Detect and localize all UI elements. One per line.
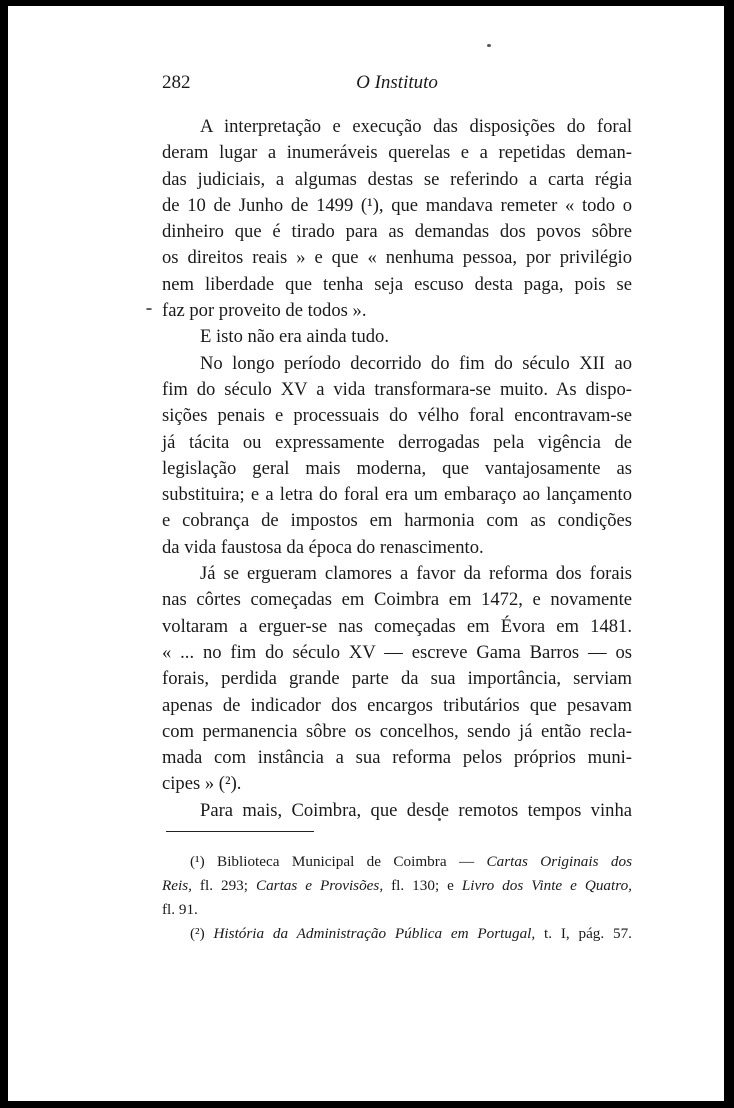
footnote-line	[162, 874, 632, 898]
text-line: das judiciais, a algumas destas se referindo a carta régia	[162, 168, 632, 190]
text-line: de 10 de Junho de 1499 (¹), que mandava remeter « todo o	[162, 194, 632, 216]
text-line: e cobrança de impostos em harmonia com as condições	[162, 510, 632, 532]
footnote-text: t. I, pág. 57.	[535, 925, 632, 942]
text-line: faz por proveito de todos ».	[162, 300, 367, 322]
footnote-line	[162, 922, 632, 946]
body-text	[162, 114, 632, 824]
text-line: dinheiro que é tirado para as demandas dos povos sôbre	[162, 221, 632, 243]
footnote-title: Cartas e Provisões,	[255, 877, 384, 894]
text-line: « ... no fim do século XV — escreve Gama Barros — os	[162, 641, 632, 663]
text-line: mada com instância a sua reforma pelos próprios muni-	[162, 747, 632, 769]
footnote-title: História da Administração Pública em Portugal,	[213, 925, 536, 942]
book-page	[162, 70, 632, 942]
footnote-1	[162, 850, 632, 922]
paragraph	[162, 561, 632, 798]
paragraph	[162, 114, 632, 324]
text-line: forais, perdida grande parte da sua importância, serviam	[162, 668, 632, 690]
paragraph	[162, 324, 632, 350]
text-line: os direitos reais » e que « nenhuma pessoa, por privilégio	[162, 247, 632, 269]
scan-speck	[487, 44, 491, 47]
footnote-line: fl. 91.	[162, 901, 198, 918]
footnote-text: (²)	[190, 925, 214, 942]
page-header	[162, 70, 632, 100]
footnote-2	[162, 922, 632, 946]
text-line: No longo período decorrido do fim do século XII ao	[200, 352, 632, 374]
footnote-line	[162, 850, 632, 874]
text-line: nem liberdade que tenha seja escuso desta paga, pois se	[162, 273, 632, 295]
footnotes	[162, 850, 632, 946]
text-line: deram lugar a inumeráveis querelas e a repetidas deman-	[162, 142, 632, 164]
text-line: apenas de indicador dos encargos tributários que pesavam	[162, 694, 632, 716]
text-line: nas côrtes começadas em Coimbra em 1472, e novamente	[162, 589, 632, 611]
page-number: 282	[162, 72, 191, 93]
scan-speck	[146, 308, 152, 310]
footnote-text: fl. 293;	[191, 877, 256, 894]
text-line: com permanencia sôbre os concelhos, sendo já então recla-	[162, 720, 632, 742]
running-title: O Instituto	[356, 72, 438, 93]
text-line: A interpretação e execução das disposições do foral	[200, 116, 632, 137]
footnote-title: Reis,	[162, 877, 192, 894]
text-line: fim do século XV a vida transformara-se muito. As dispo-	[162, 378, 632, 400]
footnote-title: Livro dos Vinte e Quatro,	[461, 877, 632, 894]
footnote-rule	[166, 831, 314, 832]
text-line: da vida faustosa da época do renascimento.	[162, 536, 484, 558]
paragraph	[162, 351, 632, 561]
footnote-title: Cartas Originais dos	[486, 853, 632, 870]
text-line: substituira; e a letra do foral era um embaraço ao lançamento	[162, 484, 632, 506]
text-line: Para mais, Coimbra, que desde remotos tempos vinha	[200, 799, 632, 821]
text-line: legislação geral mais moderna, que vantajosamente as	[162, 457, 632, 479]
footnote-text: fl. 130; e	[383, 877, 462, 894]
paragraph	[162, 798, 632, 824]
text-line: E isto não era ainda tudo.	[200, 326, 389, 348]
text-line: voltaram a erguer-se nas começadas em Évora em 1481.	[162, 615, 632, 637]
text-line: já tácita ou expressamente derrogadas pela vigência de	[162, 431, 632, 453]
text-line: cipes » (²).	[162, 773, 242, 795]
text-line: Já se ergueram clamores a favor da reforma dos forais	[200, 563, 632, 585]
footnote-text: (¹) Biblioteca Municipal de Coimbra —	[190, 853, 487, 870]
text-line: sições penais e processuais do vélho foral encontravam-se	[162, 405, 632, 427]
